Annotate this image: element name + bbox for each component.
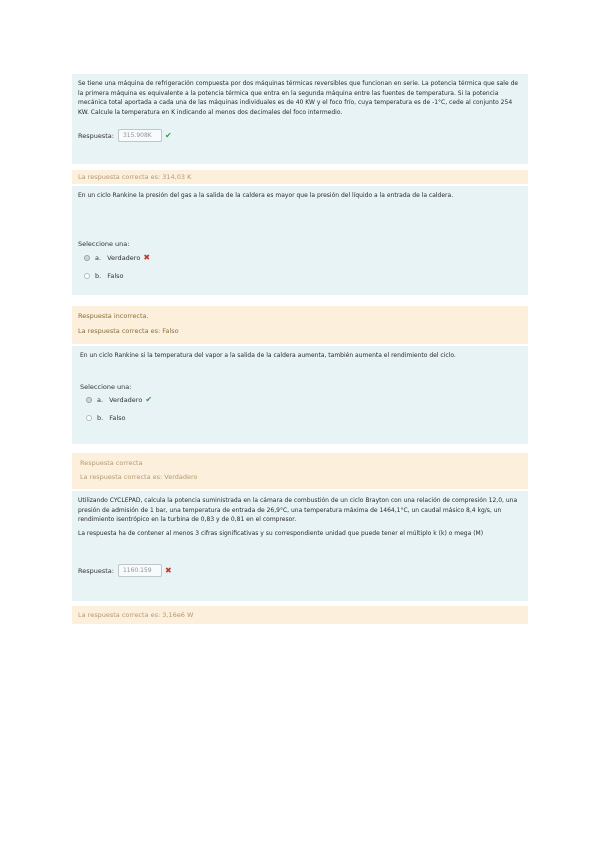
question-4-text: Utilizando CYCLEPAD, calcula la potencia suministrada en la cámara de combustión de un ciclo Brayton con una relación de compresión 12,0, una presión de admisión de 1 bar, una temperatura de entrada de 26,9°C, una temperatura máxima de 1464,1°C, un caudal másico 8,4 kg/s, un rendimiento isentrópico en la turbina de 0,83 y de 0,81 en el compresor. xyxy=(78,497,518,523)
question-3-feedback-status: Respuesta correcta xyxy=(80,459,143,467)
question-3-correct-answer: La respuesta correcta es: Verdadero xyxy=(80,473,198,481)
incorrect-cross-icon: ✖ xyxy=(143,253,151,262)
option-label: Verdadero xyxy=(109,395,143,404)
question-2-text: En un ciclo Rankine la presión del gas a la salida de la caldera es mayor que la presión del líquido a la entrada de la caldera. xyxy=(78,192,454,199)
radio-button-icon[interactable] xyxy=(86,415,92,421)
correct-check-icon: ✔ xyxy=(145,395,153,404)
question-4-instruction: La respuesta ha de contener al menos 3 cifras significativas y su correspondiente unidad que puede tener el múltiplo k (k) o mega (M) xyxy=(78,529,484,537)
question-1-answer-label: Respuesta: xyxy=(78,131,114,140)
question-2-feedback-status: Respuesta incorrecta. xyxy=(78,312,149,320)
question-3-text: En un ciclo Rankine si la temperatura del vapor a la salida de la caldera aumenta, también aumenta el rendimiento del ciclo. xyxy=(80,352,456,359)
question-4-answer-row xyxy=(78,564,522,577)
option-letter: b. xyxy=(95,271,102,280)
option-letter: a. xyxy=(97,395,104,404)
question-2-option-a[interactable] xyxy=(78,252,522,264)
question-4-panel xyxy=(72,491,528,601)
question-1-panel xyxy=(72,74,528,164)
question-4-answer-label: Respuesta: xyxy=(78,566,114,575)
question-4-correct-answer: La respuesta correcta es: 3,16e6 W xyxy=(78,611,194,619)
question-2-select-label: Seleccione una: xyxy=(78,239,130,248)
question-2-correct-answer: La respuesta correcta es: Falso xyxy=(78,327,179,335)
question-3-option-a[interactable] xyxy=(80,394,520,406)
option-label: Falso xyxy=(109,413,126,422)
question-1-answer-row xyxy=(78,129,522,142)
option-letter: a. xyxy=(95,253,102,262)
question-4-answer-field[interactable]: 1160.159 xyxy=(118,564,162,577)
question-3-option-b[interactable] xyxy=(80,412,520,424)
question-2-option-b[interactable] xyxy=(78,270,522,282)
option-label: Verdadero xyxy=(107,253,141,262)
incorrect-cross-icon: ✖ xyxy=(164,566,172,575)
question-1-text: Se tiene una máquina de refrigeración compuesta por dos máquinas térmicas reversibles que funcionan en serie. La potencia térmica que sale de la primera máquina es equivalente a la potencia térmica que entra en la segunda máquina entre las fuentes de temperatura. Si la potencia mecánica total aportada a cada una de las máquinas individuales es de 40 KW y el foco frío, cuya temperatura es de -1°C, cede al conjunto 254 KW. Calcule la temperatura en K indicando al menos dos decimales del foco intermedio. xyxy=(78,80,519,116)
question-1-answer-field[interactable]: 315.908K xyxy=(118,129,162,142)
correct-check-icon: ✔ xyxy=(164,131,172,140)
question-2-feedback xyxy=(72,306,528,344)
question-4-feedback xyxy=(72,606,528,624)
option-letter: b. xyxy=(97,413,104,422)
radio-button-icon[interactable] xyxy=(86,397,92,403)
question-3-select-label: Seleccione una: xyxy=(80,382,132,391)
question-3-feedback xyxy=(72,453,528,489)
question-1-feedback xyxy=(72,170,528,184)
radio-button-icon[interactable] xyxy=(84,273,90,279)
option-label: Falso xyxy=(107,271,124,280)
question-1-correct-answer: La respuesta correcta es: 314,03 K xyxy=(78,173,192,181)
radio-button-icon[interactable] xyxy=(84,255,90,261)
question-2-panel xyxy=(72,186,528,295)
question-3-panel xyxy=(72,346,528,444)
